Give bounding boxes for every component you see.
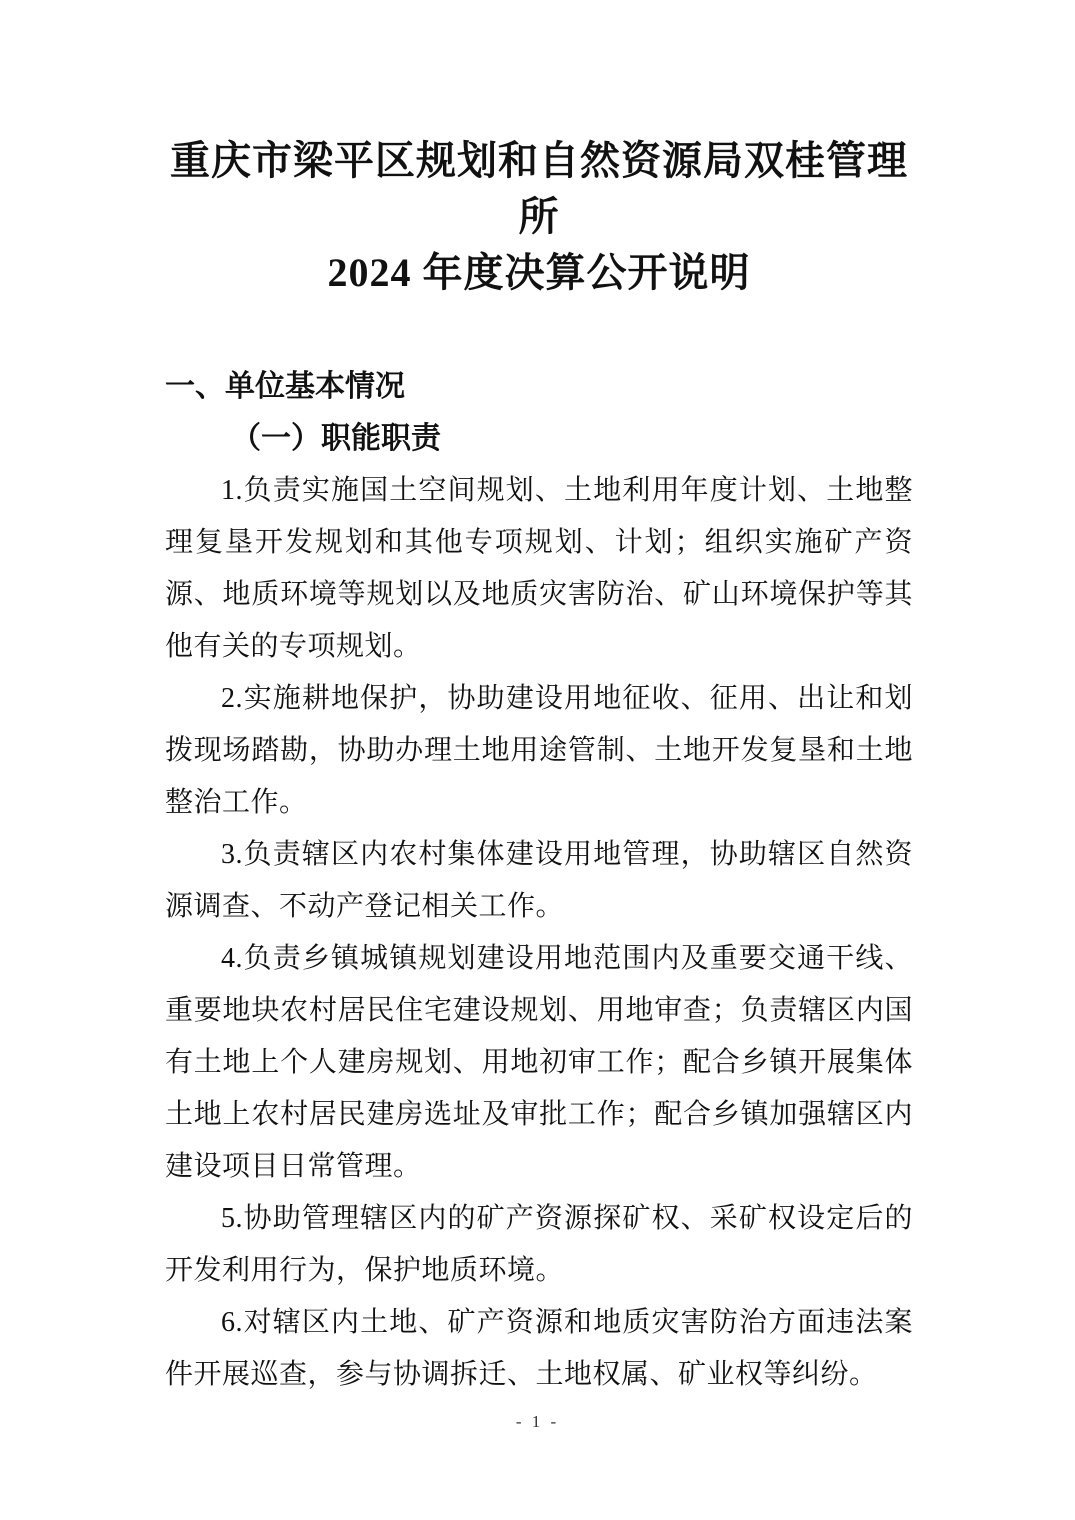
paragraph-duty-3: 3.负责辖区内农村集体建设用地管理，协助辖区自然资源调查、不动产登记相关工作。 xyxy=(165,839,913,922)
document-title-line-2: 2024 年度决算公开说明 xyxy=(327,250,751,295)
document-content xyxy=(165,133,913,1401)
body-text xyxy=(165,465,913,1401)
paragraph-duty-6: 6.对辖区内土地、矿产资源和地质灾害防治方面违法案件开展巡查，参与协调拆迁、土地权属、矿业权等纠纷。 xyxy=(165,1307,913,1390)
paragraph-duty-2: 2.实施耕地保护，协助建设用地征收、征用、出让和划拨现场踏勘，协助办理土地用途管制、土地开发复垦和土地整治工作。 xyxy=(165,683,913,818)
section-heading-basic-info: 一、单位基本情况 xyxy=(165,370,405,403)
footer-page-number: - 1 - xyxy=(515,1412,560,1431)
subsection-heading-duties: （一）职能职责 xyxy=(231,422,441,455)
document-title-line-1: 重庆市梁平区规划和自然资源局双桂管理所 xyxy=(170,138,908,239)
paragraph-duty-4: 4.负责乡镇城镇规划建设用地范围内及重要交通干线、重要地块农村居民住宅建设规划、用地审查；负责辖区内国有土地上个人建房规划、用地初审工作；配合乡镇开展集体土地上农村居民建房选址及审批工作；配合乡镇加强辖区内建设项目日常管理。 xyxy=(165,943,913,1182)
paragraph-duty-5: 5.协助管理辖区内的矿产资源探矿权、采矿权设定后的开发利用行为，保护地质环境。 xyxy=(165,1203,913,1286)
paragraph-duty-1: 1.负责实施国土空间规划、土地利用年度计划、土地整理复垦开发规划和其他专项规划、计划；组织实施矿产资源、地质环境等规划以及地质灾害防治、矿山环境保护等其他有关的专项规划。 xyxy=(165,475,913,662)
document-title xyxy=(165,133,913,301)
